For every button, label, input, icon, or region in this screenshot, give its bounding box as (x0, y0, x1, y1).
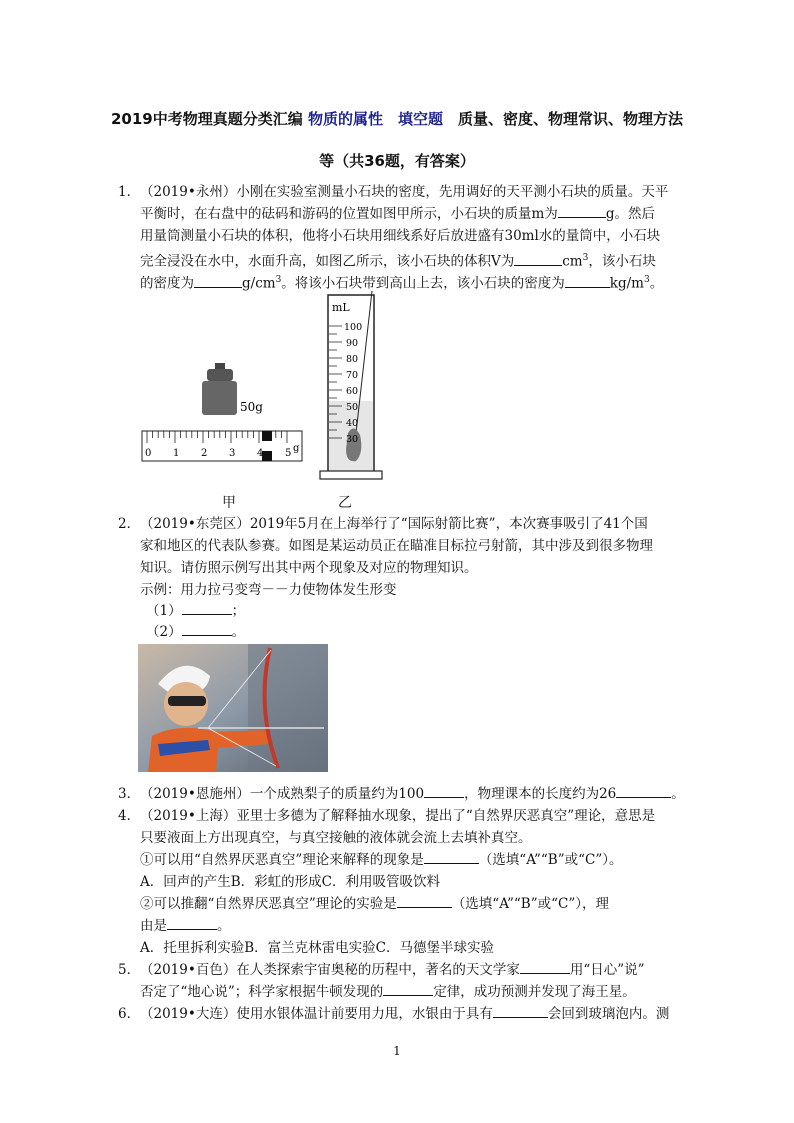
ruler-label-1: 1 (173, 448, 180, 459)
q1-sup-3a: 3 (582, 253, 589, 263)
q4-line6 (140, 916, 231, 936)
q4-text-5b: （选填“A”“B”或“C”），理 (451, 896, 609, 912)
q5-blank-1[interactable] (520, 960, 570, 974)
q4-line2: 只要液面上方出现真空，与真空接触的液体就会流上去填补真空。 (140, 830, 532, 846)
q5-text-2a: 否定了“地心说”；科学家根据牛顿发现的 (140, 984, 384, 1000)
title-part2: 质量、密度、物理常识、物理方法 (442, 110, 683, 128)
q2-text-1: （2019•东莞区）2019年5月在上海举行了“国际射箭比赛”，本次赛事吸引了41个国 (140, 516, 648, 532)
q4-text-6b: 。 (217, 918, 231, 934)
q6-number: 6． (118, 1006, 141, 1022)
q1-blank-density-mountain[interactable] (565, 274, 610, 288)
cyl-label-40: 40 (346, 418, 359, 429)
q4-text-6a: 由是 (140, 918, 167, 934)
title-highlight: 物质的属性 填空题 (307, 110, 443, 128)
q2-blank-2[interactable] (182, 622, 232, 636)
q4-blank-1[interactable] (424, 850, 479, 864)
q4-text-3a: ①可以用“自然界厌恶真空”理论来解释的现象是 (140, 852, 424, 868)
q1-blank-density[interactable] (194, 274, 242, 288)
figure-yi-cylinder (318, 283, 398, 485)
q1-blank-volume[interactable] (514, 252, 562, 266)
q2-number: 2． (118, 516, 141, 532)
q1-line1 (118, 182, 668, 202)
ruler-label-3: 3 (229, 448, 236, 459)
q4-line7: A．托里拆利实验B．富兰克林雷电实验C．马德堡半球实验 (140, 940, 494, 956)
q6-blank-1[interactable] (493, 1004, 548, 1018)
page-title-line2: 等（共36题，有答案） (319, 152, 475, 170)
cylinder-unit: mL (332, 301, 350, 314)
q4-line1 (118, 806, 655, 826)
q3-text-a: （2019•恩施州）一个成熟梨子的质量约为100 (140, 786, 425, 802)
q4-text-3b: （选填“A”“B”或“C”）。 (478, 852, 623, 868)
q2-line2: 家和地区的代表队参赛。如图是某运动员正在瞄准目标拉弓射箭，其中涉及到很多物理 (140, 538, 653, 554)
ruler-label-5: 5 (285, 448, 292, 459)
q3-text-c: 。 (671, 786, 685, 802)
figure-jia-balance (135, 355, 315, 465)
q5-line1 (118, 960, 645, 980)
q5-text-2b: 定律，成功预测并发现了海王星。 (433, 984, 636, 1000)
figure-caption-jia: 甲 (222, 495, 236, 511)
q3-blank-2[interactable] (616, 784, 671, 798)
cyl-label-90: 90 (346, 338, 359, 349)
q5-blank-2[interactable] (383, 982, 433, 996)
page-number: 1 (393, 1044, 401, 1058)
q6-text-1b: 会回到玻璃泡内。测 (547, 1006, 670, 1022)
ruler-unit: g (293, 443, 300, 454)
q3-text-b: ，物理课本的长度约为26 (464, 786, 617, 802)
q4-text-5a: ②可以推翻“自然界厌恶真空”理论的实验是 (140, 896, 397, 912)
q4-number: 4． (118, 808, 141, 824)
q1-number: 1． (118, 184, 141, 200)
ruler-label-4: 4 (257, 448, 264, 459)
q1-text-2b: g。然后 (605, 206, 655, 222)
cyl-label-30: 30 (346, 434, 359, 445)
q2-item1 (146, 601, 245, 621)
q2-item2 (146, 622, 245, 642)
q1-text-5e: 。 (649, 275, 664, 292)
q2-example: 示例：用力拉弓变弯－－力使物体发生形变 (140, 582, 397, 598)
q1-line5 (140, 270, 663, 294)
q2-line1 (118, 514, 648, 534)
q6-text-1a: （2019•大连）使用水银体温计前要用力甩，水银由于具有 (140, 1006, 493, 1022)
ruler (142, 431, 302, 461)
q1-unit-kgm: kg/m (609, 275, 644, 292)
ruler-rider-top (262, 431, 272, 441)
q1-text-4c: ，该小石块 (588, 253, 656, 270)
weight-label: 50g (240, 400, 263, 414)
q1-text-5a: 的密度为 (140, 275, 194, 292)
q3-blank-1[interactable] (424, 784, 464, 798)
q5-number: 5． (118, 962, 141, 978)
cyl-label-60: 60 (346, 386, 359, 397)
q2-blank-1[interactable] (182, 601, 232, 615)
q4-line3 (140, 850, 623, 870)
q4-blank-2[interactable] (397, 894, 452, 908)
cyl-label-100: 100 (344, 322, 363, 333)
q2-item1-end: ； (231, 603, 246, 619)
cyl-label-50: 50 (346, 402, 359, 413)
figure-caption-yi: 乙 (338, 495, 352, 511)
q1-text-5c: 。将该小石块带到高山上去，该小石块的密度为 (281, 275, 565, 292)
q1-text-1: （2019•永州）小刚在实验室测量小石块的密度，先用调好的天平测小石块的质量。天平 (140, 184, 669, 200)
q2-item1-label: （1） (146, 603, 182, 619)
q2-item2-label: （2） (146, 624, 182, 640)
q5-line2 (140, 982, 636, 1002)
q1-sup-3c: 3 (643, 275, 650, 285)
cyl-label-70: 70 (346, 370, 359, 381)
q3-line1 (118, 784, 685, 804)
weight-icon (202, 363, 237, 415)
title-part1: 2019中考物理真题分类汇编 (110, 110, 308, 128)
q1-sup-3b: 3 (275, 275, 282, 285)
q4-blank-3[interactable] (167, 916, 217, 930)
q1-line2 (140, 204, 655, 224)
q1-text-4a: 完全浸没在水中，水面升高，如图乙所示，该小石块的体积V为 (140, 253, 515, 270)
archer-sunglasses (168, 696, 206, 706)
q6-line1 (118, 1004, 669, 1024)
archer-photo (138, 644, 328, 772)
q4-line5 (140, 894, 609, 914)
q1-unit-gcm: g/cm (242, 275, 276, 292)
q5-text-1a: （2019•百色）在人类探索宇宙奥秘的历程中，著名的天文学家 (140, 962, 520, 978)
ruler-rider-bottom (262, 451, 272, 461)
q5-text-1b: 用“日心”说” (569, 962, 645, 978)
q1-line3: 用量筒测量小石块的体积，他将小石块用细线系好后放进盛有30ml水的量筒中，小石块 (140, 228, 661, 244)
ruler-label-2: 2 (201, 448, 208, 459)
q1-text-2a: 平衡时，在右盘中的砝码和游码的位置如图甲所示，小石块的质量m为 (140, 206, 558, 222)
page-title (0, 108, 794, 129)
q4-line4: A．回声的产生B．彩虹的形成C．利用吸管吸饮料 (140, 874, 440, 890)
cyl-label-80: 80 (346, 354, 359, 365)
q3-number: 3． (118, 786, 141, 802)
q1-unit-cm: cm (562, 253, 583, 270)
q1-blank-mass[interactable] (558, 204, 606, 218)
ruler-label-0: 0 (145, 448, 152, 459)
q1-line4 (140, 248, 656, 272)
q2-item2-end: 。 (231, 624, 246, 640)
q4-text-1: （2019•上海）亚里士多德为了解释抽水现象，提出了“自然界厌恶真空”理论，意思是 (140, 808, 656, 824)
q2-line3: 知识。请仿照示例写出其中两个现象及对应的物理知识。 (140, 560, 478, 576)
